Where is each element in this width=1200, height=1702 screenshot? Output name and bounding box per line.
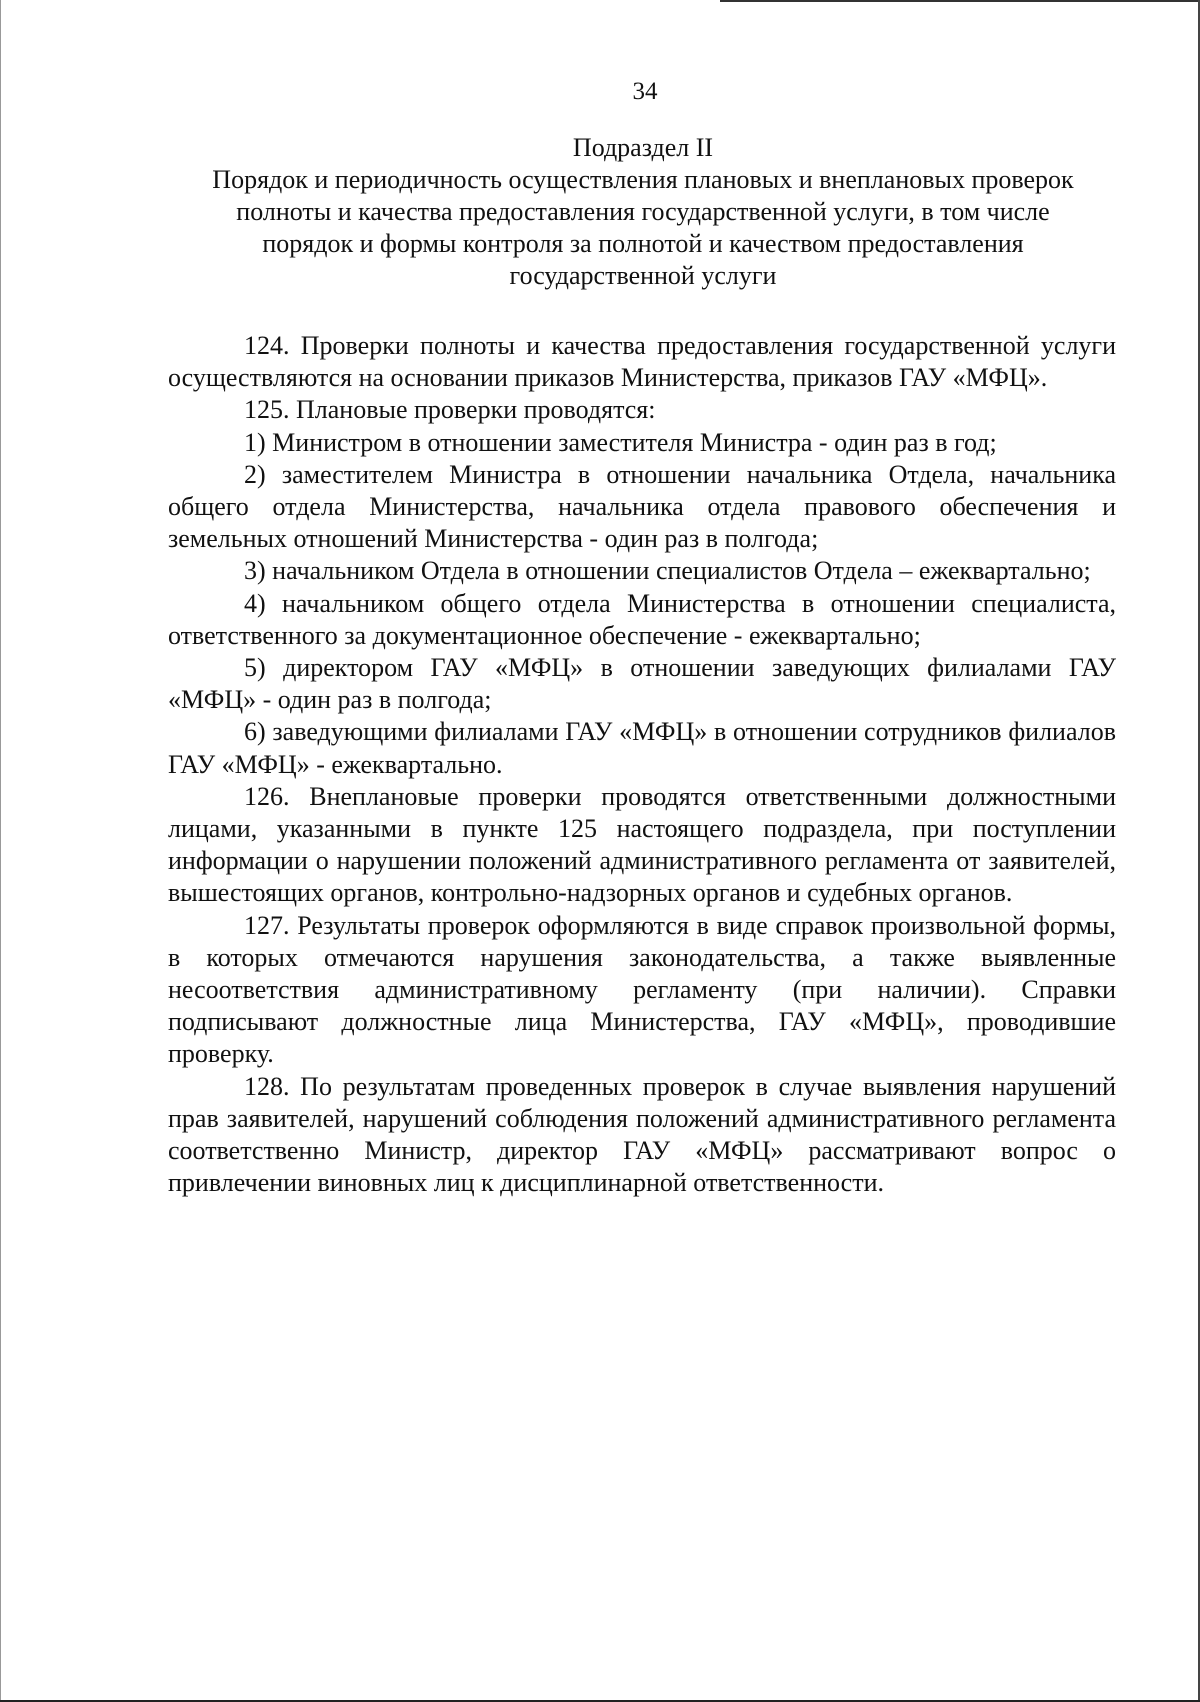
- list-item-4: 4) начальником общего отдела Министерства в отношении специалиста, ответственного за документационное обеспечение - ежеквартально;: [168, 588, 1116, 650]
- list-item-1: 1) Министром в отношении заместителя Министра - один раз в год;: [244, 427, 997, 457]
- paragraph-127: 127. Результаты проверок оформляются в виде справок произвольной формы, в которых отмечаются нарушения законодательства, а также выявленные несоответствия административному регламенту (при наличии). Справки подписывают должностные лица Министерства, ГАУ «МФЦ», проводившие проверку.: [168, 910, 1116, 1069]
- list-item-5: 5) директором ГАУ «МФЦ» в отношении заведующих филиалами ГАУ «МФЦ» - один раз в полгода;: [168, 653, 1116, 715]
- section-title-line: порядок и формы контроля за полнотой и качеством предоставления: [262, 229, 1024, 258]
- document-body: [168, 330, 1116, 1199]
- paragraph-125: 125. Плановые проверки проводятся:: [244, 395, 656, 425]
- paragraph-126: 126. Внеплановые проверки проводятся ответственными должностными лицами, указанными в пункте 125 настоящего подраздела, при поступлении информации о нарушении положений административного регламента от заявителей, вышестоящих органов, контрольно-надзорных органов и судебных органов.: [168, 781, 1116, 908]
- paragraph-128: 128. По результатам проведенных проверок в случае выявления нарушений прав заявителей, нарушений соблюдения положений административного регламента соответственно Министр, директор ГАУ «МФЦ» рассматривают вопрос о привлечении виновных лиц к дисциплинарной ответственности.: [168, 1071, 1116, 1198]
- list-item-2: 2) заместителем Министра в отношении начальника Отдела, начальника общего отдела Министерства, начальника отдела правового обеспечения и земельных отношений Министерства - один раз в полгода;: [168, 459, 1116, 554]
- page-number: 34: [632, 78, 658, 105]
- scan-edge-left: [0, 0, 1, 1702]
- section-heading: [168, 132, 1118, 292]
- list-item-3: 3) начальником Отдела в отношении специалистов Отдела – ежеквартально;: [244, 556, 1091, 586]
- section-title-line: государственной услуги: [509, 261, 777, 290]
- scan-edge-top: [720, 0, 1200, 2]
- section-title-line: полноты и качества предоставления государственной услуги, в том числе: [236, 197, 1050, 226]
- paragraph-124: 124. Проверки полноты и качества предоставления государственной услуги осуществляются на основании приказов Министерства, приказов ГАУ «МФЦ».: [168, 331, 1116, 393]
- subsection-label: Подраздел II: [572, 133, 714, 162]
- section-title-line: Порядок и периодичность осуществления плановых и внеплановых проверок: [212, 165, 1074, 194]
- list-item-6: 6) заведующими филиалами ГАУ «МФЦ» в отношении сотрудников филиалов ГАУ «МФЦ» - ежеквартально.: [168, 717, 1116, 779]
